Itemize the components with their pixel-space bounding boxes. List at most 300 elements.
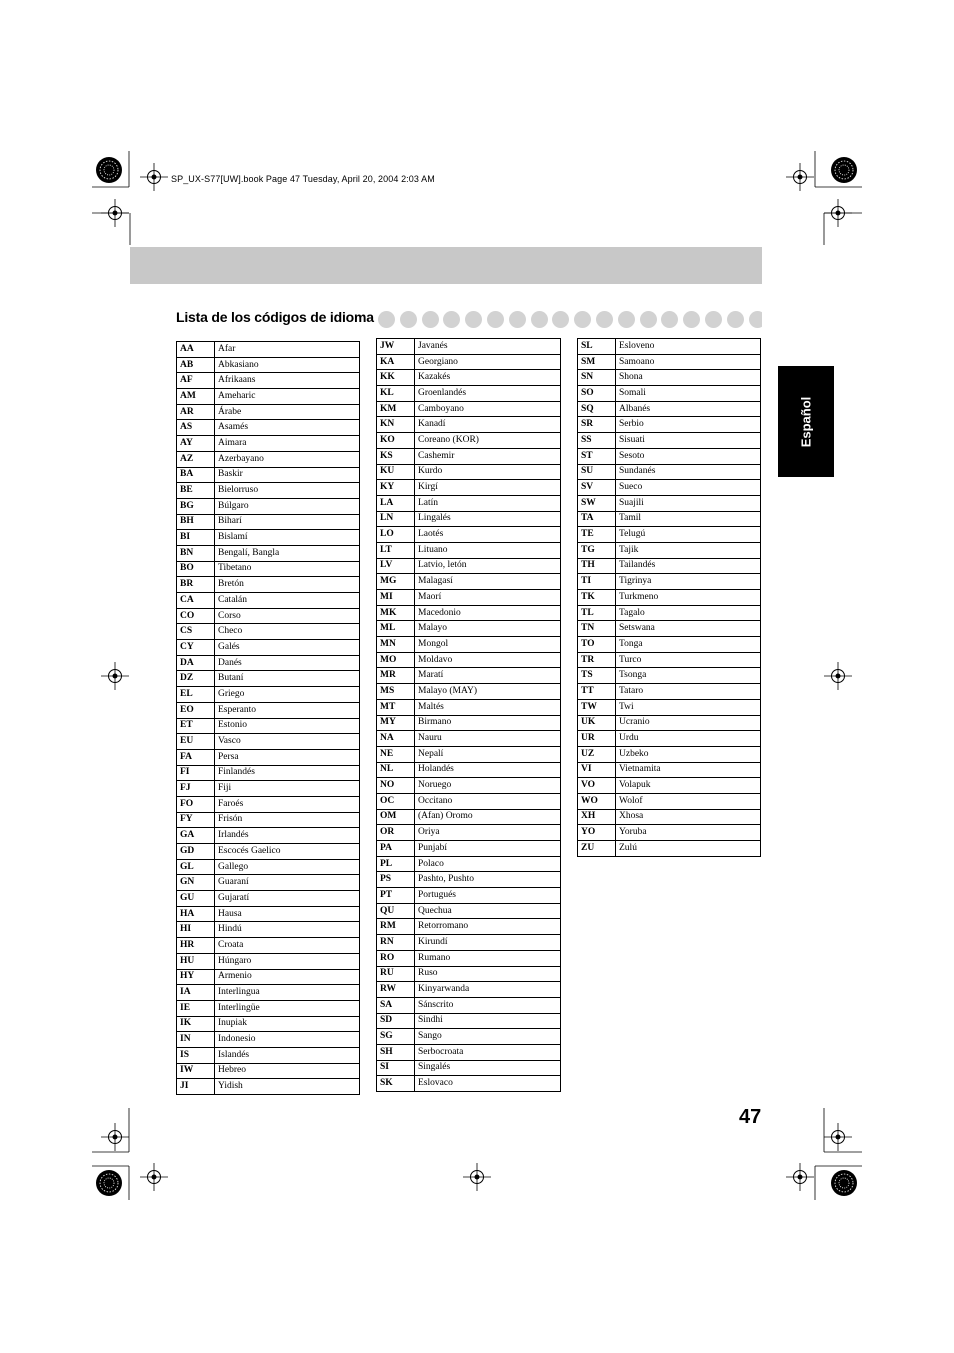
language-code: HR bbox=[177, 938, 215, 954]
language-code: PT bbox=[377, 888, 415, 904]
language-code: TS bbox=[578, 668, 616, 684]
language-name: Sundanés bbox=[616, 464, 761, 480]
language-code: IN bbox=[177, 1032, 215, 1048]
table-row bbox=[177, 561, 360, 577]
table-row bbox=[377, 621, 561, 637]
registration-burst-icon bbox=[831, 1170, 857, 1196]
language-name: Shona bbox=[616, 370, 761, 386]
table-row bbox=[377, 464, 561, 480]
table-row bbox=[578, 417, 761, 433]
language-code: PL bbox=[377, 856, 415, 872]
table-row bbox=[377, 527, 561, 543]
language-code: WO bbox=[578, 793, 616, 809]
table-row bbox=[377, 982, 561, 998]
language-code: TW bbox=[578, 699, 616, 715]
table-row bbox=[177, 342, 360, 358]
table-row bbox=[377, 841, 561, 857]
language-code: MI bbox=[377, 590, 415, 606]
language-code: AF bbox=[177, 373, 215, 389]
language-code: AB bbox=[177, 357, 215, 373]
language-code: TR bbox=[578, 652, 616, 668]
section-title: Lista de los códigos de idioma bbox=[176, 309, 378, 325]
language-code: TN bbox=[578, 621, 616, 637]
table-row bbox=[578, 684, 761, 700]
language-code: JI bbox=[177, 1079, 215, 1095]
table-row bbox=[177, 891, 360, 907]
language-code: ML bbox=[377, 621, 415, 637]
table-row bbox=[377, 856, 561, 872]
table-row bbox=[177, 451, 360, 467]
language-name: Coreano (KOR) bbox=[415, 433, 561, 449]
table-row bbox=[578, 354, 761, 370]
table-row bbox=[377, 872, 561, 888]
language-name: Tailandés bbox=[616, 558, 761, 574]
language-code: GL bbox=[177, 859, 215, 875]
table-row bbox=[578, 809, 761, 825]
language-code: VI bbox=[578, 762, 616, 778]
language-name: Tigrinya bbox=[616, 574, 761, 590]
language-code: KO bbox=[377, 433, 415, 449]
language-code: IK bbox=[177, 1016, 215, 1032]
table-row bbox=[177, 828, 360, 844]
table-row bbox=[377, 1044, 561, 1060]
language-code: KY bbox=[377, 480, 415, 496]
table-row bbox=[377, 652, 561, 668]
table-row bbox=[177, 655, 360, 671]
language-code: BO bbox=[177, 561, 215, 577]
table-row bbox=[578, 590, 761, 606]
table-row bbox=[177, 404, 360, 420]
language-code: LO bbox=[377, 527, 415, 543]
language-name: Hausa bbox=[215, 906, 360, 922]
table-row bbox=[177, 1079, 360, 1095]
language-code: HY bbox=[177, 969, 215, 985]
language-code: NE bbox=[377, 746, 415, 762]
table-row bbox=[578, 699, 761, 715]
language-code: XH bbox=[578, 809, 616, 825]
language-code: OM bbox=[377, 809, 415, 825]
language-code: SD bbox=[377, 1013, 415, 1029]
language-code: RN bbox=[377, 935, 415, 951]
language-name: Yidish bbox=[215, 1079, 360, 1095]
language-name: Singalés bbox=[415, 1060, 561, 1076]
language-code: SS bbox=[578, 433, 616, 449]
language-name: Portugués bbox=[415, 888, 561, 904]
language-code: AA bbox=[177, 342, 215, 358]
language-code: BG bbox=[177, 498, 215, 514]
language-name: Sindhi bbox=[415, 1013, 561, 1029]
language-name: Irlandés bbox=[215, 828, 360, 844]
table-row bbox=[177, 671, 360, 687]
language-name: Suajili bbox=[616, 495, 761, 511]
language-code: CS bbox=[177, 624, 215, 640]
language-code: SK bbox=[377, 1076, 415, 1092]
table-row bbox=[177, 734, 360, 750]
table-row bbox=[177, 1016, 360, 1032]
language-code: AM bbox=[177, 389, 215, 405]
registration-burst-icon bbox=[831, 157, 857, 183]
language-side-tab bbox=[778, 366, 834, 477]
language-code: SN bbox=[578, 370, 616, 386]
table-row bbox=[578, 542, 761, 558]
table-row bbox=[578, 841, 761, 857]
language-code: QU bbox=[377, 903, 415, 919]
language-name: Groenlandés bbox=[415, 386, 561, 402]
language-name: Oriya bbox=[415, 825, 561, 841]
language-name: Georgiano bbox=[415, 354, 561, 370]
table-row bbox=[578, 621, 761, 637]
language-code: SA bbox=[377, 997, 415, 1013]
table-row bbox=[377, 997, 561, 1013]
table-row bbox=[377, 370, 561, 386]
table-row bbox=[177, 1047, 360, 1063]
language-code: BH bbox=[177, 514, 215, 530]
table-row bbox=[377, 1029, 561, 1045]
language-name: Javanés bbox=[415, 339, 561, 355]
table-row bbox=[377, 480, 561, 496]
language-name: Moldavo bbox=[415, 652, 561, 668]
language-name: Punjabí bbox=[415, 841, 561, 857]
language-code: PS bbox=[377, 872, 415, 888]
language-name: Sánscrito bbox=[415, 997, 561, 1013]
table-row bbox=[578, 778, 761, 794]
table-row bbox=[177, 875, 360, 891]
language-code: IA bbox=[177, 985, 215, 1001]
table-row bbox=[377, 605, 561, 621]
language-name: Hebreo bbox=[215, 1063, 360, 1079]
language-code-table-2 bbox=[376, 338, 561, 1092]
language-name: Retorromano bbox=[415, 919, 561, 935]
language-code: TL bbox=[578, 605, 616, 621]
registration-burst-icon bbox=[96, 1170, 122, 1196]
table-row bbox=[578, 495, 761, 511]
table-row bbox=[377, 1013, 561, 1029]
language-name: Malagasí bbox=[415, 574, 561, 590]
language-name: Búlgaro bbox=[215, 498, 360, 514]
language-code: SM bbox=[578, 354, 616, 370]
language-name: Holandés bbox=[415, 762, 561, 778]
language-code: NO bbox=[377, 778, 415, 794]
table-row bbox=[377, 386, 561, 402]
language-name: Hindú bbox=[215, 922, 360, 938]
language-name: Samoano bbox=[616, 354, 761, 370]
language-code: MK bbox=[377, 605, 415, 621]
language-name: Catalán bbox=[215, 593, 360, 609]
language-code: AR bbox=[177, 404, 215, 420]
language-code: HI bbox=[177, 922, 215, 938]
language-name: Volapuk bbox=[616, 778, 761, 794]
language-name: Cashemir bbox=[415, 448, 561, 464]
language-code: BR bbox=[177, 577, 215, 593]
language-code: EU bbox=[177, 734, 215, 750]
table-row bbox=[377, 590, 561, 606]
language-code: AY bbox=[177, 436, 215, 452]
language-name: Tataro bbox=[616, 684, 761, 700]
table-row bbox=[377, 793, 561, 809]
language-code: EL bbox=[177, 687, 215, 703]
language-name: Guaraní bbox=[215, 875, 360, 891]
language-name: Somali bbox=[616, 386, 761, 402]
language-name: Finlandés bbox=[215, 765, 360, 781]
language-code: GA bbox=[177, 828, 215, 844]
language-name: Maltés bbox=[415, 699, 561, 715]
language-name: Serbio bbox=[616, 417, 761, 433]
language-code: UK bbox=[578, 715, 616, 731]
table-row bbox=[177, 702, 360, 718]
table-row bbox=[377, 935, 561, 951]
language-name: Kanadí bbox=[415, 417, 561, 433]
rule-dot bbox=[422, 311, 439, 328]
language-name: Serbocroata bbox=[415, 1044, 561, 1060]
table-row bbox=[578, 511, 761, 527]
language-name: Faroés bbox=[215, 796, 360, 812]
language-code: RU bbox=[377, 966, 415, 982]
language-name: Griego bbox=[215, 687, 360, 703]
table-row bbox=[377, 778, 561, 794]
registration-cross-icon bbox=[101, 662, 129, 690]
table-row bbox=[377, 558, 561, 574]
table-row bbox=[377, 1060, 561, 1076]
registration-cross-icon bbox=[140, 1163, 168, 1191]
table-row bbox=[177, 922, 360, 938]
language-name: Ucranio bbox=[616, 715, 761, 731]
language-name: Kirgí bbox=[415, 480, 561, 496]
language-name: Macedonio bbox=[415, 605, 561, 621]
table-row bbox=[377, 699, 561, 715]
language-code: JW bbox=[377, 339, 415, 355]
language-code: ST bbox=[578, 448, 616, 464]
language-name: Gujaratí bbox=[215, 891, 360, 907]
language-name: Interlingua bbox=[215, 985, 360, 1001]
language-name: Nauru bbox=[415, 731, 561, 747]
table-row bbox=[177, 1063, 360, 1079]
language-code: TA bbox=[578, 511, 616, 527]
language-code: FI bbox=[177, 765, 215, 781]
language-name: Ameharic bbox=[215, 389, 360, 405]
language-name: Latín bbox=[415, 495, 561, 511]
rule-dot bbox=[487, 311, 504, 328]
language-code: SQ bbox=[578, 401, 616, 417]
language-code: LA bbox=[377, 495, 415, 511]
table-row bbox=[578, 464, 761, 480]
table-row bbox=[578, 480, 761, 496]
language-name: Vasco bbox=[215, 734, 360, 750]
language-name: Tagalo bbox=[616, 605, 761, 621]
language-code: KK bbox=[377, 370, 415, 386]
language-name: Gallego bbox=[215, 859, 360, 875]
language-name: Turco bbox=[616, 652, 761, 668]
language-name: Abkasiano bbox=[215, 357, 360, 373]
language-name: Malayo bbox=[415, 621, 561, 637]
table-row bbox=[578, 558, 761, 574]
language-name: Tamil bbox=[616, 511, 761, 527]
table-row bbox=[177, 765, 360, 781]
language-name: Vietnamita bbox=[616, 762, 761, 778]
language-code: PA bbox=[377, 841, 415, 857]
language-name: Yoruba bbox=[616, 825, 761, 841]
language-code: SO bbox=[578, 386, 616, 402]
table-row bbox=[177, 436, 360, 452]
rule-dot bbox=[749, 311, 762, 328]
table-row bbox=[377, 919, 561, 935]
table-row bbox=[177, 687, 360, 703]
file-info-header: SP_UX-S77[UW].book Page 47 Tuesday, April 20, 2004 2:03 AM bbox=[171, 174, 435, 184]
language-name: Zulú bbox=[616, 841, 761, 857]
table-row bbox=[377, 950, 561, 966]
language-code: BE bbox=[177, 483, 215, 499]
table-row bbox=[177, 608, 360, 624]
rule-dot bbox=[531, 311, 548, 328]
table-row bbox=[177, 844, 360, 860]
language-code: KS bbox=[377, 448, 415, 464]
language-code: KN bbox=[377, 417, 415, 433]
language-name: Quechua bbox=[415, 903, 561, 919]
language-name: Sueco bbox=[616, 480, 761, 496]
rule-dot bbox=[596, 311, 613, 328]
language-code: KM bbox=[377, 401, 415, 417]
table-row bbox=[377, 354, 561, 370]
registration-cross-icon bbox=[786, 1163, 814, 1191]
language-code: RM bbox=[377, 919, 415, 935]
language-name: Urdu bbox=[616, 731, 761, 747]
language-code: CA bbox=[177, 593, 215, 609]
table-row bbox=[578, 386, 761, 402]
language-code: GU bbox=[177, 891, 215, 907]
table-row bbox=[377, 731, 561, 747]
table-row bbox=[177, 781, 360, 797]
table-row bbox=[377, 417, 561, 433]
page-number: 47 bbox=[739, 1106, 762, 1128]
language-name: Azerbayano bbox=[215, 451, 360, 467]
table-row bbox=[578, 731, 761, 747]
language-name: Telugú bbox=[616, 527, 761, 543]
table-row bbox=[177, 483, 360, 499]
table-row bbox=[177, 498, 360, 514]
language-name: Armenio bbox=[215, 969, 360, 985]
language-code: KU bbox=[377, 464, 415, 480]
language-name: Sango bbox=[415, 1029, 561, 1045]
table-row bbox=[377, 809, 561, 825]
table-row bbox=[177, 389, 360, 405]
language-code: TH bbox=[578, 558, 616, 574]
language-name: Xhosa bbox=[616, 809, 761, 825]
language-name: Galés bbox=[215, 640, 360, 656]
language-code: LV bbox=[377, 558, 415, 574]
language-code: FY bbox=[177, 812, 215, 828]
language-code: TO bbox=[578, 637, 616, 653]
language-code: MT bbox=[377, 699, 415, 715]
language-code: GD bbox=[177, 844, 215, 860]
language-code: LT bbox=[377, 542, 415, 558]
language-name: Setswana bbox=[616, 621, 761, 637]
language-code: ET bbox=[177, 718, 215, 734]
language-name: Polaco bbox=[415, 856, 561, 872]
language-name: Sisuati bbox=[616, 433, 761, 449]
table-row bbox=[578, 652, 761, 668]
language-name: Checo bbox=[215, 624, 360, 640]
language-name: Persa bbox=[215, 749, 360, 765]
language-code: CY bbox=[177, 640, 215, 656]
language-name: Inupiak bbox=[215, 1016, 360, 1032]
language-code: FJ bbox=[177, 781, 215, 797]
registration-cross-icon bbox=[463, 1163, 491, 1191]
language-name: Bielorruso bbox=[215, 483, 360, 499]
table-row bbox=[177, 420, 360, 436]
language-code: MR bbox=[377, 668, 415, 684]
table-row bbox=[578, 433, 761, 449]
language-code: SR bbox=[578, 417, 616, 433]
language-name: Twi bbox=[616, 699, 761, 715]
language-code: HA bbox=[177, 906, 215, 922]
table-row bbox=[377, 746, 561, 762]
table-row bbox=[177, 969, 360, 985]
language-name: Tsonga bbox=[616, 668, 761, 684]
language-code: FA bbox=[177, 749, 215, 765]
table-row bbox=[177, 812, 360, 828]
table-row bbox=[578, 793, 761, 809]
language-code: KL bbox=[377, 386, 415, 402]
table-row bbox=[377, 542, 561, 558]
language-name: Malayo (MAY) bbox=[415, 684, 561, 700]
language-name: Noruego bbox=[415, 778, 561, 794]
language-code: IW bbox=[177, 1063, 215, 1079]
table-row bbox=[177, 545, 360, 561]
language-code: CO bbox=[177, 608, 215, 624]
language-name: Maorí bbox=[415, 590, 561, 606]
table-row bbox=[377, 511, 561, 527]
table-row bbox=[578, 715, 761, 731]
table-row bbox=[377, 448, 561, 464]
language-name: Eslovaco bbox=[415, 1076, 561, 1092]
language-code: IE bbox=[177, 1000, 215, 1016]
table-row bbox=[377, 495, 561, 511]
rule-dot bbox=[640, 311, 657, 328]
language-name: Tibetano bbox=[215, 561, 360, 577]
language-code: TG bbox=[578, 542, 616, 558]
language-name: Lituano bbox=[415, 542, 561, 558]
rule-dot bbox=[443, 311, 460, 328]
table-row bbox=[377, 433, 561, 449]
language-code: GN bbox=[177, 875, 215, 891]
language-name: Turkmeno bbox=[616, 590, 761, 606]
language-code: OR bbox=[377, 825, 415, 841]
rule-dot bbox=[705, 311, 722, 328]
language-name: Sesoto bbox=[616, 448, 761, 464]
language-name: Bretón bbox=[215, 577, 360, 593]
language-name: Butaní bbox=[215, 671, 360, 687]
registration-cross-icon bbox=[786, 163, 814, 191]
language-name: Aimara bbox=[215, 436, 360, 452]
title-dot-rule bbox=[378, 311, 762, 328]
language-code: SH bbox=[377, 1044, 415, 1060]
language-name: Esperanto bbox=[215, 702, 360, 718]
language-name: Mongol bbox=[415, 637, 561, 653]
table-row bbox=[177, 577, 360, 593]
language-name: Lingalés bbox=[415, 511, 561, 527]
language-name: Afar bbox=[215, 342, 360, 358]
language-name: Interlingüe bbox=[215, 1000, 360, 1016]
table-row bbox=[177, 859, 360, 875]
table-row bbox=[177, 1000, 360, 1016]
language-code: EO bbox=[177, 702, 215, 718]
language-code: DA bbox=[177, 655, 215, 671]
language-code: TK bbox=[578, 590, 616, 606]
language-code: ZU bbox=[578, 841, 616, 857]
language-code: SL bbox=[578, 339, 616, 355]
language-code: YO bbox=[578, 825, 616, 841]
table-row bbox=[377, 668, 561, 684]
table-row bbox=[578, 401, 761, 417]
